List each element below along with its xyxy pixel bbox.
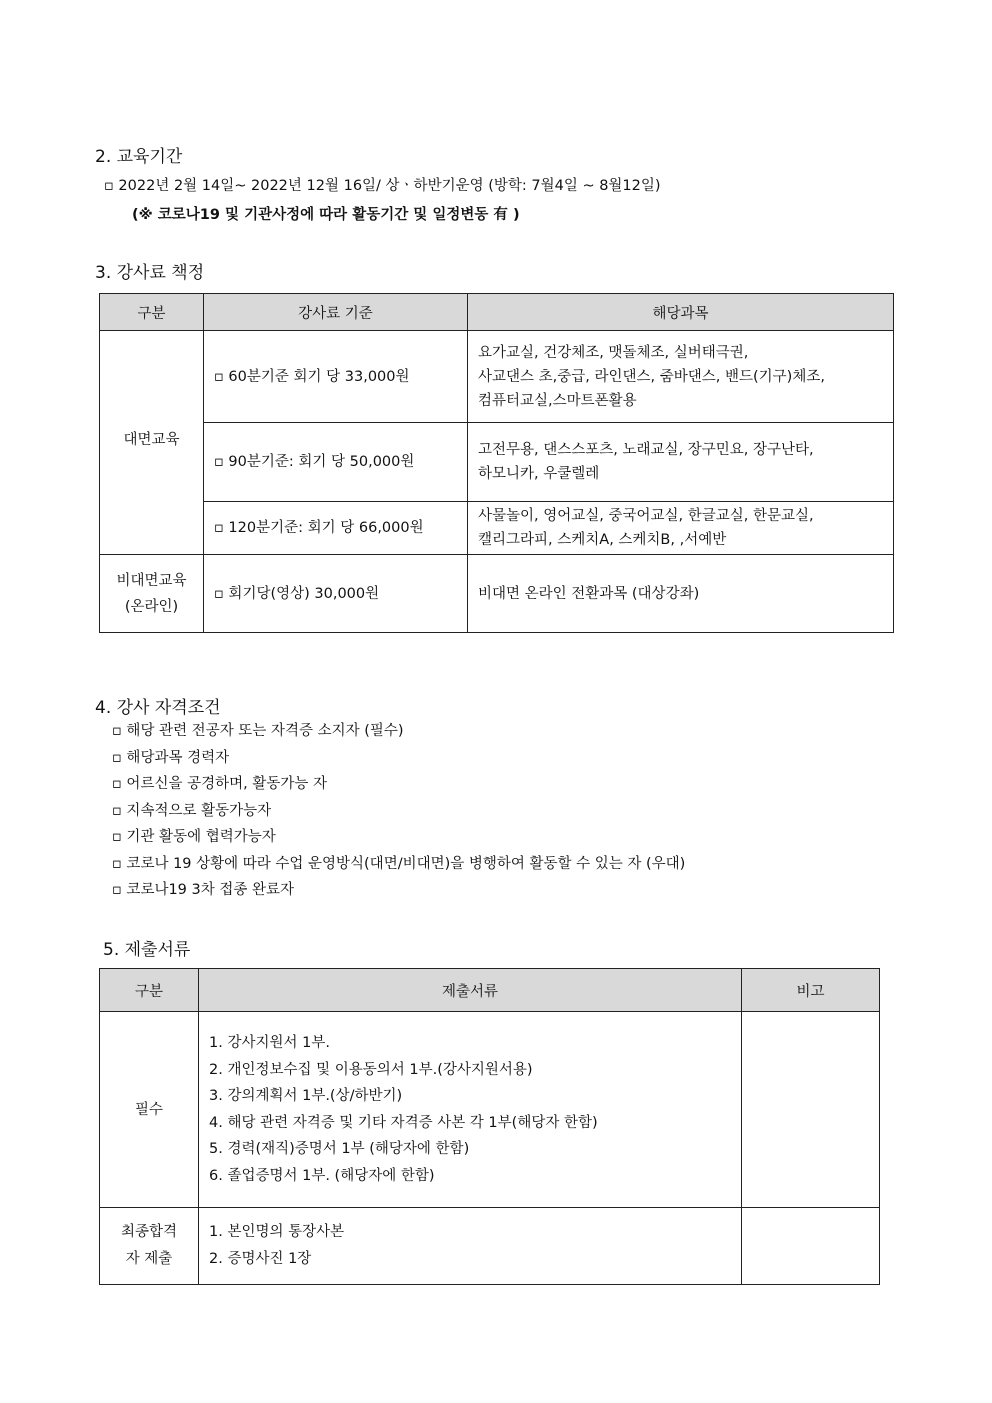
documents-table-header xyxy=(100,969,880,1012)
subjects-60 xyxy=(468,331,894,423)
section-4-title: 4. 강사 자격조건 xyxy=(95,698,221,718)
fee-standard-online: ▫ 회기당(영상) 30,000원 xyxy=(204,555,468,633)
qualification-list xyxy=(112,718,685,904)
list-item: ▫ 해당 관련 전공자 또는 자격증 소지자 (필수) xyxy=(112,723,404,739)
fee-standard-60: ▫ 60분기준 회기 당 33,000원 xyxy=(204,331,468,423)
document-item: 1. 강사지원서 1부. xyxy=(209,1035,330,1051)
subjects-online: 비대면 온라인 전환과목 (대상강좌) xyxy=(468,555,894,633)
required-remarks xyxy=(742,1012,880,1208)
fee-table-header xyxy=(100,294,894,331)
subject-line: 사물놀이, 영어교실, 중국어교실, 한글교실, 한문교실, xyxy=(478,508,814,524)
document-item: 5. 경력(재직)증명서 1부 (해당자에 한함) xyxy=(209,1141,470,1157)
required-documents xyxy=(199,1012,742,1208)
header-subjects: 해당과목 xyxy=(468,294,894,331)
document-item: 3. 강의계획서 1부.(상/하반기) xyxy=(209,1088,403,1104)
fee-table xyxy=(99,293,894,633)
subject-line: 요가교실, 건강체조, 맷돌체조, 실버태극권, xyxy=(478,344,749,361)
document-item: 2. 증명사진 1장 xyxy=(209,1251,312,1267)
header-category: 구분 xyxy=(100,294,204,331)
subject-line: 사교댄스 초,중급, 라인댄스, 줌바댄스, 밴드(기구)체조, xyxy=(478,368,825,385)
subject-line: 컴퓨터교실,스마트폰활용 xyxy=(478,392,637,409)
table-row xyxy=(100,423,894,502)
list-item: ▫ 코로나19 3차 접종 완료자 xyxy=(112,882,295,898)
list-item: ▫ 해당과목 경력자 xyxy=(112,749,230,766)
subjects-120 xyxy=(468,502,894,555)
documents-table xyxy=(99,968,880,1285)
subject-line: 캘리그라피, 스케치A, 스케치B, ,서예반 xyxy=(478,532,727,548)
subject-line: 고전무용, 댄스스포츠, 노래교실, 장구민요, 장구난타, xyxy=(478,442,814,458)
document-item: 4. 해당 관련 자격증 및 기타 자격증 사본 각 1부(해당자 한함) xyxy=(209,1114,598,1131)
table-row xyxy=(100,502,894,555)
section-2-title: 2. 교육기간 xyxy=(95,147,183,167)
fee-standard-120: ▫ 120분기준: 회기 당 66,000원 xyxy=(204,502,468,555)
final-pass-label-line: 최종합격 xyxy=(120,1224,178,1240)
online-category xyxy=(100,555,204,633)
face-to-face-category: 대면교육 xyxy=(100,331,204,555)
list-item: ▫ 어르신을 공경하며, 활동가능 자 xyxy=(112,776,327,792)
fee-standard-90: ▫ 90분기준: 회기 당 50,000원 xyxy=(204,423,468,502)
header-remarks: 비고 xyxy=(742,969,880,1012)
section-3-title: 3. 강사료 책정 xyxy=(95,263,205,283)
required-category: 필수 xyxy=(100,1012,199,1208)
document-item: 1. 본인명의 통장사본 xyxy=(209,1224,345,1240)
final-pass-documents xyxy=(199,1208,742,1285)
document-item: 2. 개인정보수집 및 이용동의서 1부.(강사지원서용) xyxy=(209,1061,533,1078)
table-row xyxy=(100,1208,880,1285)
period-note: (※ 코로나19 및 기관사정에 따라 활동기간 및 일정변동 有 ) xyxy=(132,207,520,223)
education-period: ▫ 2022년 2월 14일~ 2022년 12월 16일/ 상ㆍ하반기운영 (방학: 7월4일 ~ 8월12일) xyxy=(104,178,661,194)
list-item: ▫ 코로나 19 상황에 따라 수업 운영방식(대면/비대면)을 병행하여 활동할 수 있는 자 (우대) xyxy=(112,855,686,872)
final-pass-remarks xyxy=(742,1208,880,1285)
list-item: ▫ 지속적으로 활동가능자 xyxy=(112,802,272,819)
subject-line: 하모니카, 우쿨렐레 xyxy=(478,466,600,482)
table-row xyxy=(100,555,894,633)
section-5-title: 5. 제출서류 xyxy=(103,940,191,960)
header-fee-standard: 강사료 기준 xyxy=(204,294,468,331)
final-pass-category xyxy=(100,1208,199,1285)
document-item: 6. 졸업증명서 1부. (해당자에 한함) xyxy=(209,1167,435,1184)
online-category-line: (온라인) xyxy=(124,598,179,615)
final-pass-label-line: 자 제출 xyxy=(125,1251,173,1267)
table-row xyxy=(100,1012,880,1208)
online-category-line: 비대면교육 xyxy=(116,572,187,589)
table-row xyxy=(100,331,894,423)
list-item: ▫ 기관 활동에 협력가능자 xyxy=(112,829,276,845)
subjects-90 xyxy=(468,423,894,502)
header-documents: 제출서류 xyxy=(199,969,742,1012)
header-category: 구분 xyxy=(100,969,199,1012)
